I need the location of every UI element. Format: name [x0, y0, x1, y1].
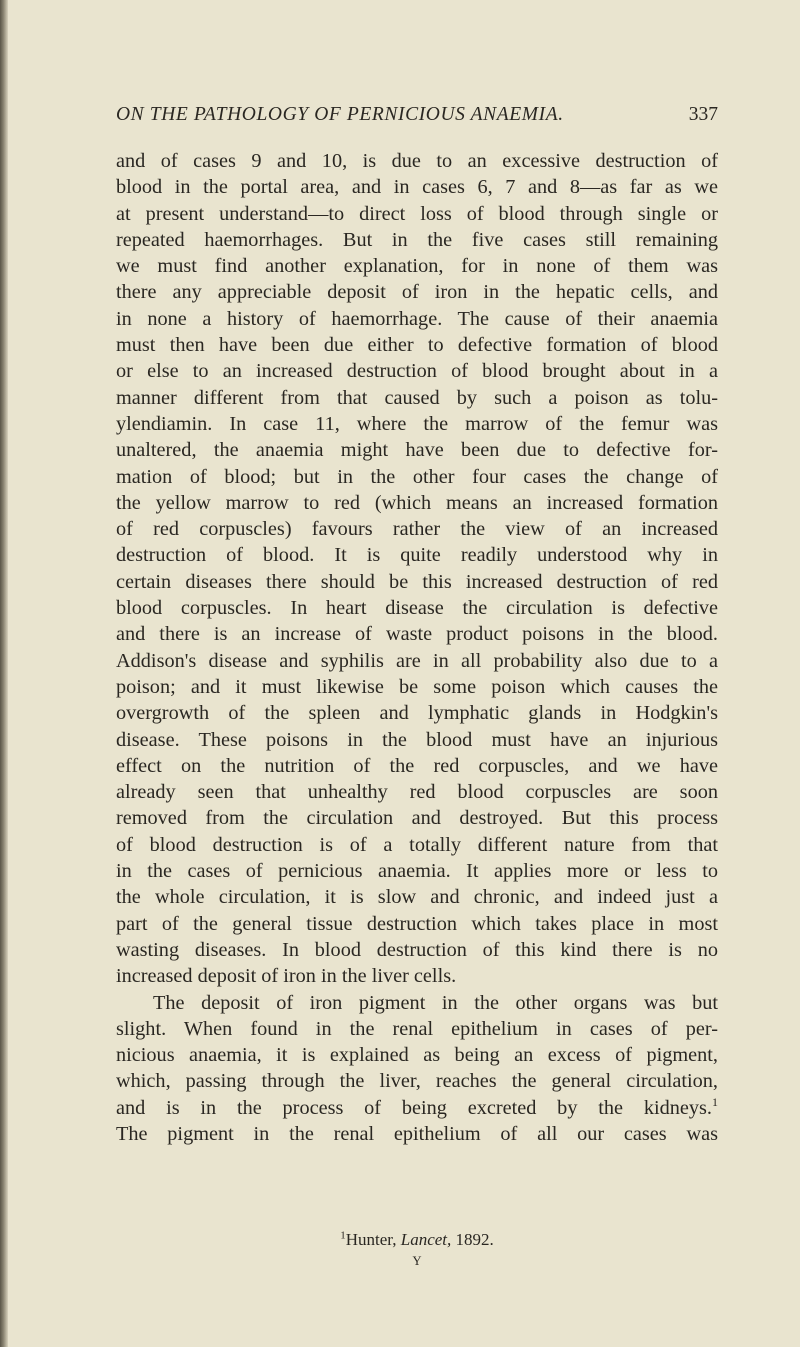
signature-mark: Y	[412, 1254, 422, 1268]
text-line: slight. When found in the renal epithelium in cases of per-	[116, 1017, 718, 1040]
text-line: or else to an increased destruction of blood brought about in a	[116, 360, 718, 383]
text-line-with-footnote	[116, 1095, 718, 1121]
text-line: manner different from that caused by such a poison as tolu-	[116, 386, 718, 409]
running-title: ON THE PATHOLOGY OF PERNICIOUS ANAEMIA.	[116, 104, 564, 125]
page-header	[116, 104, 718, 134]
text-line: blood in the portal area, and in cases 6, 7 and 8—as far as we	[116, 176, 718, 199]
text-line: The deposit of iron pigment in the other organs was but	[153, 991, 718, 1014]
text-line: the yellow marrow to red (which means an increased formation	[116, 491, 718, 514]
text-line: part of the general tissue destruction which takes place in most	[116, 912, 718, 935]
text-line: The pigment in the renal epithelium of all our cases was	[116, 1122, 718, 1145]
text-line: the whole circulation, it is slow and chronic, and indeed just a	[116, 886, 718, 909]
footnote-mark: 1	[340, 1229, 346, 1242]
footnote	[116, 1229, 718, 1251]
footnote-year: 1892.	[455, 1230, 494, 1249]
text-line: must then have been due either to defective formation of blood	[116, 334, 718, 357]
body-text	[116, 148, 718, 1147]
text-line: of red corpuscles) favours rather the view of an increased	[116, 518, 718, 541]
text-line: increased deposit of iron in the liver cells.	[116, 965, 457, 988]
text-line: wasting diseases. In blood destruction of this kind there is no	[116, 938, 718, 961]
text-line: in none a history of haemorrhage. The cause of their anaemia	[116, 307, 718, 330]
text-line: nicious anaemia, it is explained as being an excess of pigment,	[116, 1044, 718, 1067]
text-line: effect on the nutrition of the red corpuscles, and we have	[116, 754, 718, 777]
page-number: 337	[688, 104, 718, 125]
footnote-author: Hunter,	[345, 1230, 397, 1249]
text-line: ylendiamin. In case 11, where the marrow of the femur was	[116, 412, 718, 435]
text-line: disease. These poisons in the blood must have an injurious	[116, 728, 718, 751]
text-line: poison; and it must likewise be some poison which causes the	[116, 675, 718, 698]
text-line-content: and is in the process of being excreted by the kidneys.	[116, 1096, 712, 1119]
footnote-journal: Lancet,	[400, 1230, 452, 1249]
text-line: we must find another explanation, for in none of them was	[116, 255, 718, 278]
text-line: in the cases of pernicious anaemia. It applies more or less to	[116, 860, 718, 883]
text-line: destruction of blood. It is quite readily understood why in	[116, 544, 718, 567]
footnote-reference: 1	[712, 1094, 718, 1109]
text-line: and there is an increase of waste product poisons in the blood.	[116, 623, 718, 646]
text-line: at present understand—to direct loss of blood through single or	[116, 202, 718, 225]
text-line: and of cases 9 and 10, is due to an excessive destruction of	[116, 150, 718, 172]
text-line: Addison's disease and syphilis are in all probability also due to a	[116, 649, 718, 672]
text-line: which, passing through the liver, reaches the general circulation,	[116, 1070, 718, 1093]
text-line: unaltered, the anaemia might have been due to defective for-	[116, 439, 718, 462]
text-line: removed from the circulation and destroyed. But this process	[116, 807, 718, 830]
text-line: of blood destruction is of a totally different nature from that	[116, 833, 718, 856]
text-line: certain diseases there should be this increased destruction of red	[116, 570, 718, 593]
text-line: repeated haemorrhages. But in the five cases still remaining	[116, 228, 718, 251]
text-line: already seen that unhealthy red blood corpuscles are soon	[116, 781, 718, 804]
text-line: there any appreciable deposit of iron in the hepatic cells, and	[116, 281, 718, 304]
text-line: overgrowth of the spleen and lymphatic glands in Hodgkin's	[116, 702, 718, 725]
text-line: mation of blood; but in the other four cases the change of	[116, 465, 718, 488]
text-line: blood corpuscles. In heart disease the circulation is defective	[116, 597, 718, 620]
